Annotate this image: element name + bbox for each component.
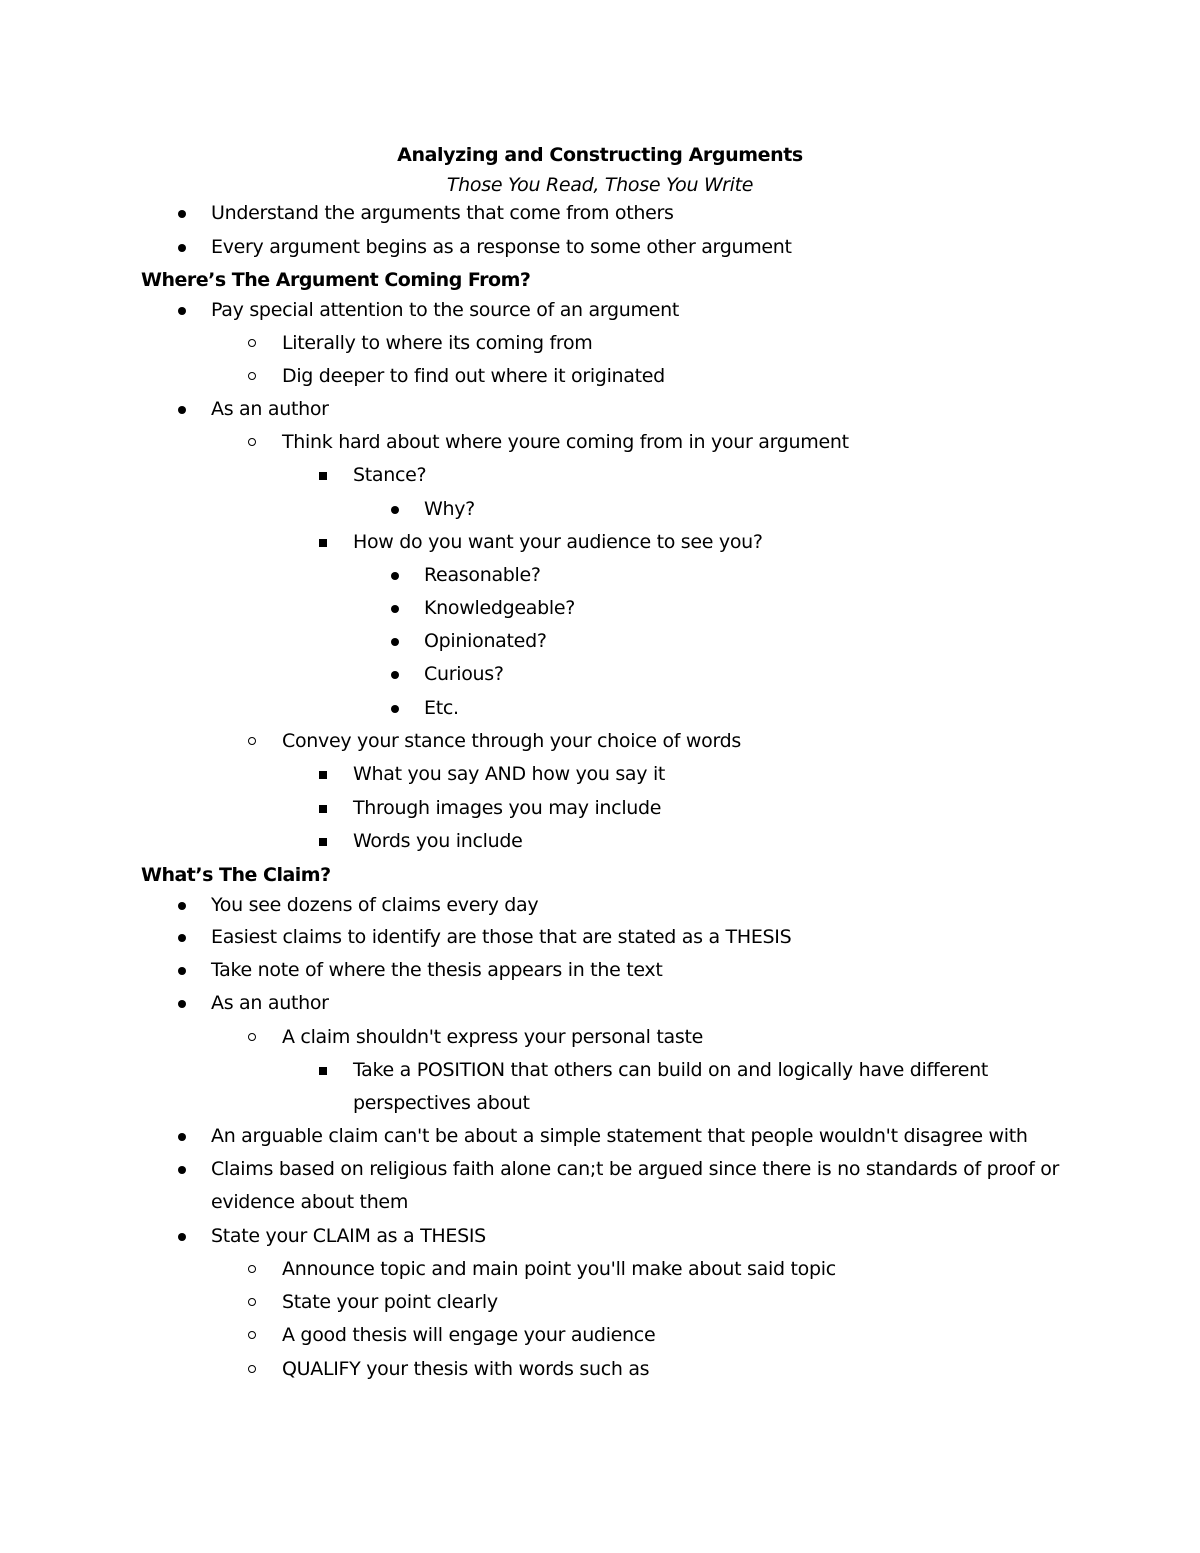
list-item-text: You see dozens of claims every day	[211, 894, 539, 916]
bullet-disc-icon	[178, 934, 186, 942]
section-heading: What’s The Claim?	[141, 864, 331, 886]
list-item-text: State your point clearly	[282, 1291, 498, 1313]
bullet-square-icon	[319, 838, 327, 846]
list-item-text: evidence about them	[211, 1191, 409, 1213]
document-subtitle: Those You Read, Those You Write	[446, 174, 754, 196]
list-item-text: What you say AND how you say it	[353, 763, 666, 785]
bullet-disc-icon	[391, 506, 399, 514]
list-item-text: Every argument begins as a response to some other argument	[211, 236, 792, 258]
list-item-text: Pay special attention to the source of an argument	[211, 299, 680, 321]
bullet-disc-icon	[178, 1166, 186, 1174]
bullet-disc-icon	[178, 1000, 186, 1008]
list-item-text: State your CLAIM as a THESIS	[211, 1225, 486, 1247]
bullet-circle-icon	[248, 1033, 256, 1041]
list-item-text: Literally to where its coming from	[282, 332, 593, 354]
bullet-disc-icon	[391, 705, 399, 713]
list-item-text: Convey your stance through your choice of words	[282, 730, 741, 752]
list-item-text: As an author	[211, 398, 329, 420]
bullet-circle-icon	[248, 1265, 256, 1273]
list-item-text: QUALIFY your thesis with words such as	[282, 1358, 650, 1380]
list-item-text: Announce topic and main point you'll make about said topic	[282, 1258, 836, 1280]
bullet-disc-icon	[391, 671, 399, 679]
bullet-circle-icon	[248, 438, 256, 446]
section-heading: Where’s The Argument Coming From?	[141, 269, 531, 291]
bullet-circle-icon	[248, 372, 256, 380]
list-item-text: Think hard about where youre coming from in your argument	[282, 431, 849, 453]
bullet-square-icon	[319, 539, 327, 547]
list-item-text: Why?	[424, 498, 475, 520]
list-item-text: Stance?	[353, 464, 427, 486]
list-item-text: A claim shouldn't express your personal taste	[282, 1026, 703, 1048]
bullet-disc-icon	[178, 244, 186, 252]
list-item-text: Dig deeper to find out where it originated	[282, 365, 665, 387]
list-item-text: Understand the arguments that come from others	[211, 202, 674, 224]
bullet-disc-icon	[391, 638, 399, 646]
list-item-text: Opinionated?	[424, 630, 547, 652]
list-item-text: A good thesis will engage your audience	[282, 1324, 656, 1346]
bullet-disc-icon	[178, 967, 186, 975]
list-item-text: Knowledgeable?	[424, 597, 576, 619]
bullet-square-icon	[319, 805, 327, 813]
bullet-disc-icon	[178, 1233, 186, 1241]
list-item-text: Easiest claims to identify are those that are stated as a THESIS	[211, 926, 792, 948]
document-title: Analyzing and Constructing Arguments	[397, 144, 803, 166]
list-item-text: Reasonable?	[424, 564, 541, 586]
bullet-disc-icon	[178, 307, 186, 315]
bullet-circle-icon	[248, 1298, 256, 1306]
list-item-text: Claims based on religious faith alone can;t be argued since there is no standards of proof or	[211, 1158, 1060, 1180]
list-item-text: How do you want your audience to see you?	[353, 531, 763, 553]
list-item-text: Through images you may include	[353, 797, 662, 819]
bullet-circle-icon	[248, 339, 256, 347]
bullet-disc-icon	[391, 572, 399, 580]
list-item-text: As an author	[211, 992, 329, 1014]
list-item-text: Words you include	[353, 830, 523, 852]
bullet-square-icon	[319, 472, 327, 480]
bullet-circle-icon	[248, 737, 256, 745]
list-item-text: Take a POSITION that others can build on and logically have different	[353, 1059, 989, 1081]
bullet-disc-icon	[178, 902, 186, 910]
bullet-disc-icon	[178, 406, 186, 414]
bullet-square-icon	[319, 771, 327, 779]
bullet-square-icon	[319, 1067, 327, 1075]
list-item-text: An arguable claim can't be about a simple statement that people wouldn't disagree with	[211, 1125, 1028, 1147]
list-item-text: Take note of where the thesis appears in the text	[211, 959, 663, 981]
list-item-text: perspectives about	[353, 1092, 530, 1114]
bullet-circle-icon	[248, 1365, 256, 1373]
bullet-disc-icon	[178, 210, 186, 218]
bullet-disc-icon	[178, 1133, 186, 1141]
list-item-text: Curious?	[424, 663, 504, 685]
bullet-circle-icon	[248, 1331, 256, 1339]
list-item-text: Etc.	[424, 697, 459, 719]
bullet-disc-icon	[391, 605, 399, 613]
